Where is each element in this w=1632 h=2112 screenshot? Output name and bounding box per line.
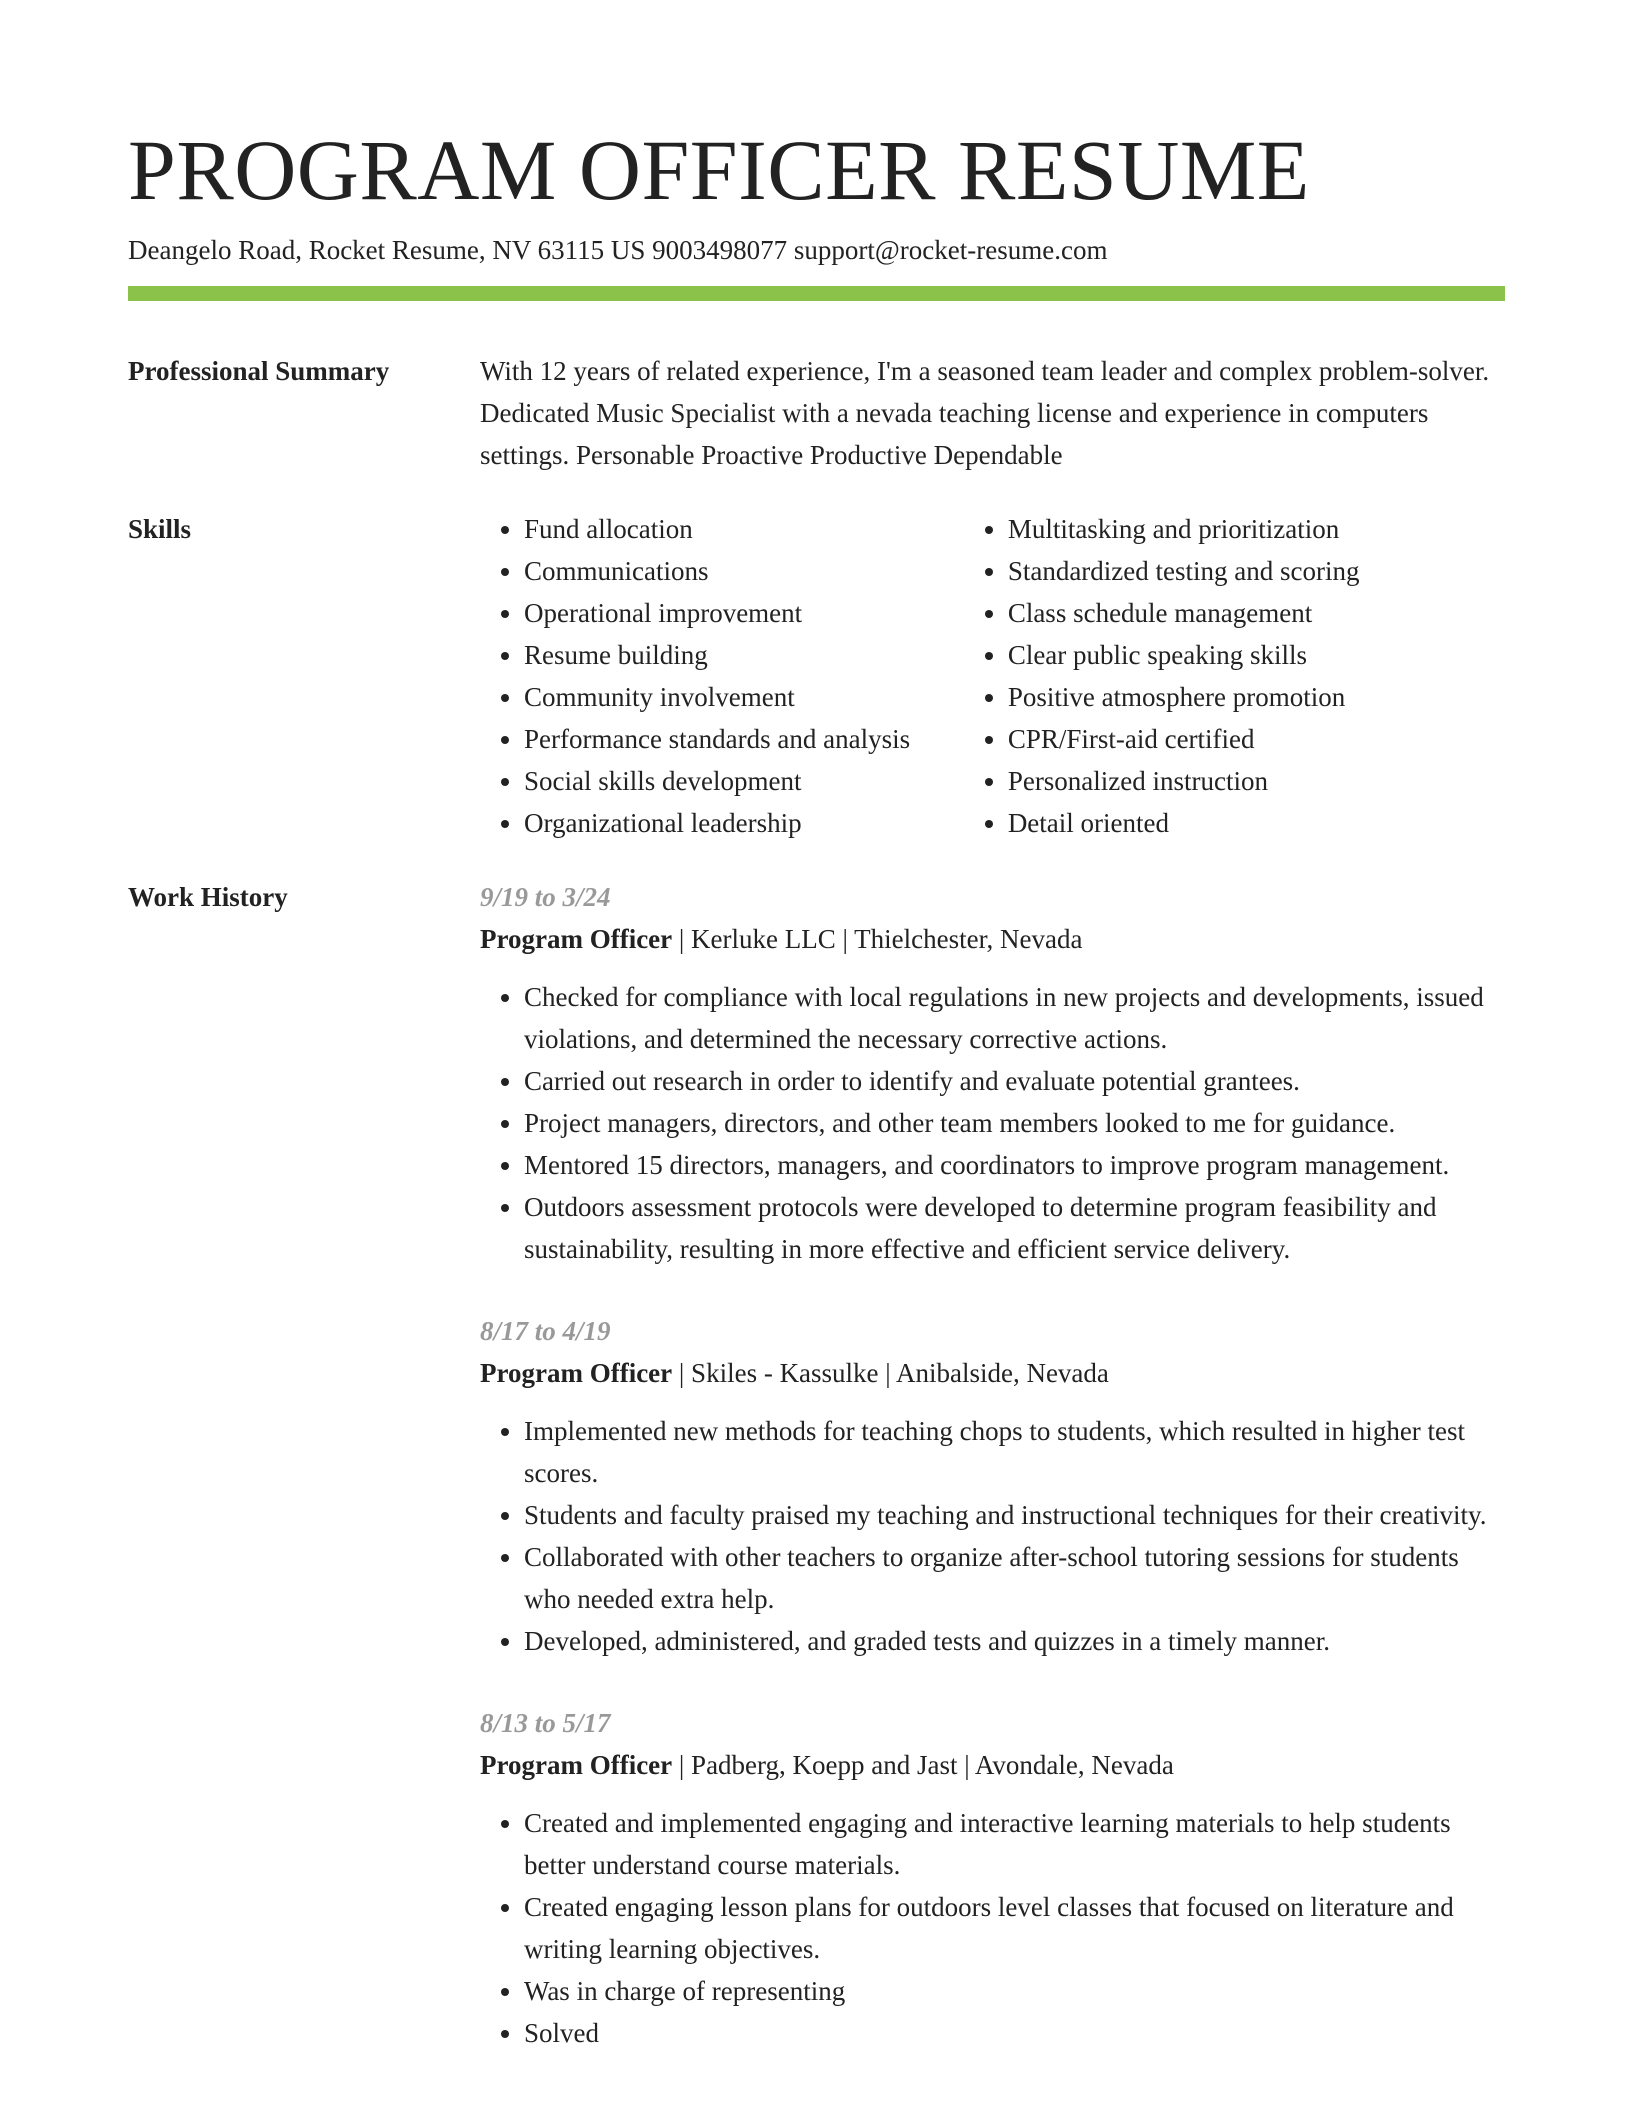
job-role: Program Officer bbox=[480, 924, 673, 954]
skill-item: • Communications bbox=[524, 550, 964, 592]
job-bullet: • Collaborated with other teachers to organize after-school tutoring sessions for students who needed extra help. bbox=[524, 1536, 1505, 1620]
job-bullet: • Created and implemented engaging and interactive learning materials to help students better understand course materials. bbox=[524, 1802, 1505, 1886]
job-title-line bbox=[480, 918, 1505, 960]
job-entry bbox=[480, 1310, 1505, 1662]
job-role: Program Officer bbox=[480, 1358, 673, 1388]
skill-item: • Personalized instruction bbox=[1008, 760, 1505, 802]
contact-line: Deangelo Road, Rocket Resume, NV 63115 US 9003498077 support@rocket-resume.com bbox=[128, 235, 1108, 265]
job-bullet: • Checked for compliance with local regulations in new projects and developments, issued violations, and determined the necessary corrective actions. bbox=[524, 976, 1505, 1060]
job-bullet: • Project managers, directors, and other team members looked to me for guidance. bbox=[524, 1102, 1505, 1144]
job-bullet: • Implemented new methods for teaching chops to students, which resulted in higher test scores. bbox=[524, 1410, 1505, 1494]
work-history-body bbox=[480, 876, 1505, 2094]
skill-item: • Fund allocation bbox=[524, 508, 964, 550]
skills-column-2 bbox=[964, 508, 1505, 844]
job-bullet: • Created engaging lesson plans for outdoors level classes that focused on literature and writing learning objectives. bbox=[524, 1886, 1505, 1970]
job-company-location: | Padberg, Koepp and Jast | Avondale, Nevada bbox=[672, 1750, 1174, 1780]
skill-item: • Performance standards and analysis bbox=[524, 718, 964, 760]
skill-item: • Organizational leadership bbox=[524, 802, 964, 844]
skill-item: • Operational improvement bbox=[524, 592, 964, 634]
skill-item: • Resume building bbox=[524, 634, 964, 676]
skills-heading: Skills bbox=[128, 514, 192, 544]
job-bullet: • Outdoors assessment protocols were developed to determine program feasibility and sustainability, resulting in more effective and efficient service delivery. bbox=[524, 1186, 1505, 1270]
skills-list bbox=[480, 508, 1505, 844]
job-bullet: • Carried out research in order to identify and evaluate potential grantees. bbox=[524, 1060, 1505, 1102]
job-bullet: • Students and faculty praised my teaching and instructional techniques for their creativity. bbox=[524, 1494, 1505, 1536]
job-title-line bbox=[480, 1744, 1505, 1786]
skill-item: • Social skills development bbox=[524, 760, 964, 802]
job-bullet: • Solved bbox=[524, 2012, 1505, 2054]
skill-item: • Standardized testing and scoring bbox=[1008, 550, 1505, 592]
skill-item: • Positive atmosphere promotion bbox=[1008, 676, 1505, 718]
skills-column-1 bbox=[480, 508, 964, 844]
resume-title: PROGRAM OFFICER RESUME bbox=[128, 122, 1310, 218]
job-company-location: | Skiles - Kassulke | Anibalside, Nevada bbox=[672, 1358, 1109, 1388]
summary-body bbox=[480, 350, 1505, 476]
skill-item: • Multitasking and prioritization bbox=[1008, 508, 1505, 550]
skill-item: • Class schedule management bbox=[1008, 592, 1505, 634]
skill-item: • Community involvement bbox=[524, 676, 964, 718]
job-entry bbox=[480, 1702, 1505, 2054]
job-bullets bbox=[480, 1802, 1505, 2054]
summary-heading: Professional Summary bbox=[128, 356, 390, 386]
job-company-location: | Kerluke LLC | Thielchester, Nevada bbox=[672, 924, 1083, 954]
job-bullet: • Was in charge of representing bbox=[524, 1970, 1505, 2012]
summary-text: With 12 years of related experience, I'm a seasoned team leader and complex problem-solver. Dedicated Music Specialist with a nevada teaching license and experience in computers settings. Personable Proactive Productive Dependable bbox=[480, 356, 1490, 470]
skill-item: • Clear public speaking skills bbox=[1008, 634, 1505, 676]
job-dates: 9/19 to 3/24 bbox=[480, 882, 611, 912]
job-bullets bbox=[480, 976, 1505, 1270]
job-title-line bbox=[480, 1352, 1505, 1394]
job-bullet: • Mentored 15 directors, managers, and coordinators to improve program management. bbox=[524, 1144, 1505, 1186]
skill-item: • CPR/First-aid certified bbox=[1008, 718, 1505, 760]
accent-divider bbox=[128, 286, 1505, 301]
skill-item: • Detail oriented bbox=[1008, 802, 1505, 844]
job-bullet: • Developed, administered, and graded tests and quizzes in a timely manner. bbox=[524, 1620, 1505, 1662]
job-role: Program Officer bbox=[480, 1750, 673, 1780]
job-bullets bbox=[480, 1410, 1505, 1662]
job-dates: 8/17 to 4/19 bbox=[480, 1316, 611, 1346]
job-dates: 8/13 to 5/17 bbox=[480, 1708, 611, 1738]
work-history-heading: Work History bbox=[128, 882, 288, 912]
job-entry bbox=[480, 876, 1505, 1270]
